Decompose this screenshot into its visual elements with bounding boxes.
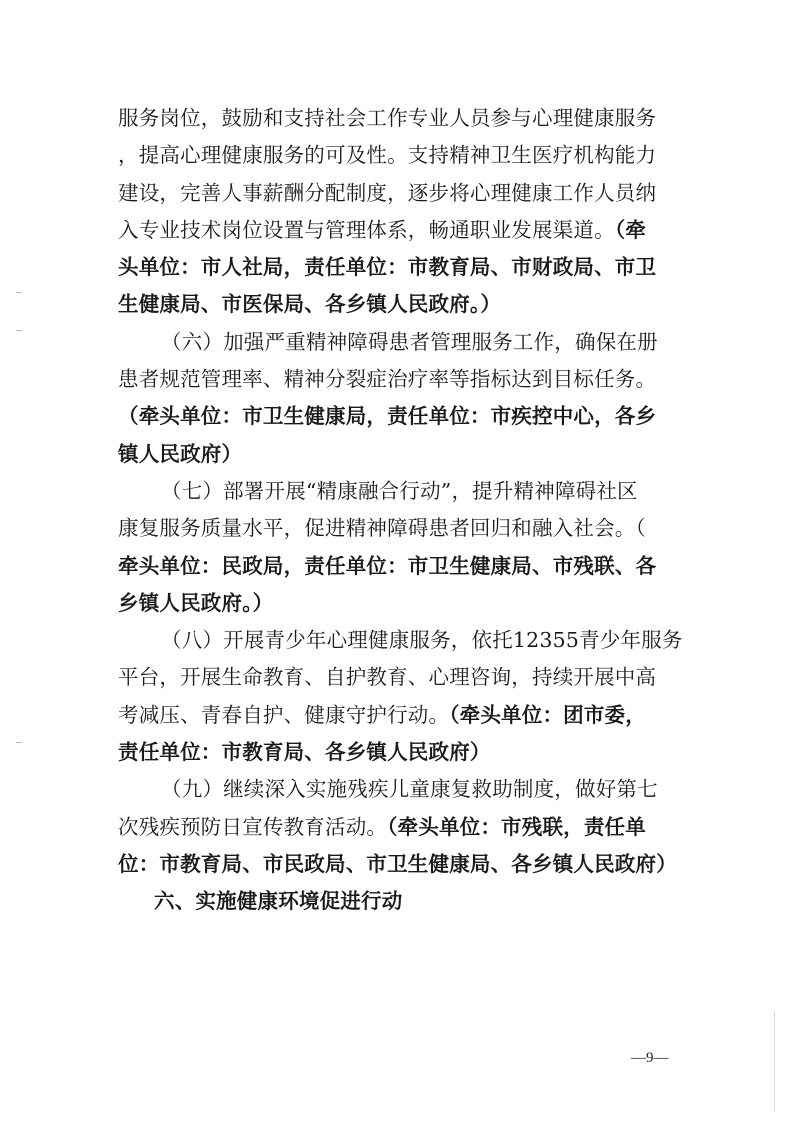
body-text-run: 考减压、青春自护、健康守护行动。 <box>118 702 450 727</box>
responsibility-text: （牵 <box>614 217 646 242</box>
margin-mark <box>16 742 22 743</box>
text-line <box>118 286 692 323</box>
text-line <box>118 510 692 547</box>
text-line <box>118 436 692 473</box>
body-text-run: 入专业技术岗位设置与管理体系，畅通职业发展渠道。 <box>118 217 615 242</box>
text-line <box>118 249 692 286</box>
body-text-run: 服务岗位，鼓励和支持社会工作专业人员参与心理健康服务 <box>118 106 657 130</box>
body-text-run: 建设，完善人事薪酬分配制度，逐步将心理健康工作人员纳 <box>118 180 657 205</box>
section-heading: 六、实施健康环境促进行动 <box>154 889 403 914</box>
body-text-run: 康复服务质量水平，促进精神障碍患者回归和融入社会。（ <box>118 516 646 541</box>
text-line <box>118 846 692 883</box>
margin-mark <box>16 330 22 331</box>
body-text-run: 次残疾预防日宣传教育活动。 <box>118 814 388 839</box>
text-line <box>118 324 692 361</box>
body-text <box>118 100 692 921</box>
text-line <box>118 175 692 212</box>
responsibility-text: （牵头单位：市卫生健康局，责任单位：市疾控中心，各乡 <box>118 404 657 429</box>
responsibility-text: 位：市教育局、市民政局、市卫生健康局、各乡镇人民政府） <box>118 851 677 876</box>
text-line <box>118 548 692 585</box>
responsibility-text: 镇人民政府） <box>118 441 243 466</box>
text-line <box>118 771 692 808</box>
body-text-run: 患者规范管理率、精神分裂症治疗率等指标达到目标任务。 <box>118 367 657 392</box>
text-line <box>118 100 692 137</box>
text-line <box>118 622 692 659</box>
body-text-run: 平台，开展生命教育、自护教育、心理咨询，持续开展中高 <box>118 665 657 690</box>
responsibility-text: （牵头单位：团市委， <box>449 702 646 727</box>
body-text-run: （六）加强严重精神障碍患者管理服务工作，确保在册 <box>161 329 658 354</box>
margin-mark <box>16 292 22 293</box>
body-text-run: （八）开展青少年心理健康服务，依托12355青少年服务 <box>161 628 683 653</box>
responsibility-text: 牵头单位：民政局，责任单位：市卫生健康局、市残联、各 <box>118 553 657 578</box>
body-text-run: （九）继续深入实施残疾儿童康复救助制度，做好第七 <box>161 777 658 802</box>
responsibility-text: （牵头单位：市残联，责任单 <box>387 814 646 839</box>
text-line <box>118 697 692 734</box>
text-line <box>118 734 692 771</box>
page-number: —9— <box>631 1050 669 1066</box>
responsibility-text: 责任单位：市教育局、各乡镇人民政府） <box>118 740 491 765</box>
body-text-run: （七）部署开展“精康融合行动”，提升精神障碍社区 <box>161 478 638 503</box>
body-text-run: ，提高心理健康服务的可及性。支持精神卫生医疗机构能力 <box>118 143 657 168</box>
responsibility-text: 头单位：市人社局，责任单位：市教育局、市财政局、市卫 <box>118 255 657 280</box>
text-line <box>118 212 692 249</box>
scan-edge-line <box>774 1012 775 1112</box>
text-line <box>118 137 692 174</box>
text-line <box>118 659 692 696</box>
responsibility-text: 乡镇人民政府。） <box>118 590 274 615</box>
text-line <box>118 809 692 846</box>
text-line <box>118 398 692 435</box>
text-line <box>118 473 692 510</box>
text-line <box>118 361 692 398</box>
text-line <box>118 585 692 622</box>
responsibility-text: 生健康局、市医保局、各乡镇人民政府。） <box>118 292 502 317</box>
